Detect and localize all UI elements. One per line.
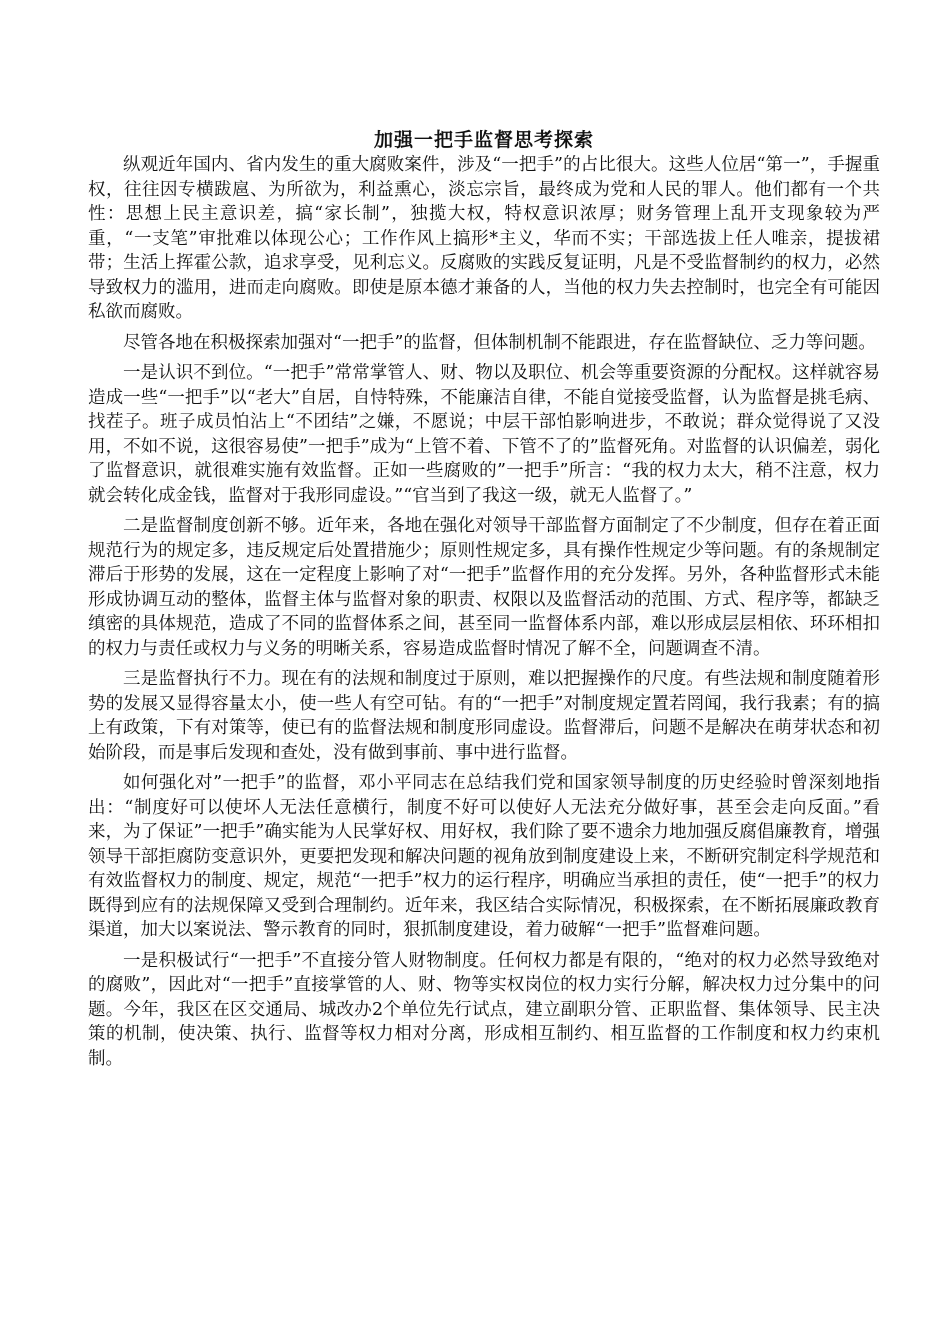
paragraph-measure-one: 一是积极试行“一把手”不直接分管人财物制度。任何权力都是有限的，“绝对的权力必然导致绝对的腐败”，因此对“一把手”直接掌管的人、财、物等实权岗位的权力实行分解，解决权力过分集中的问题。今年，我区在区交通局、城改办2个单位先行试点，建立副职分管、正职监督、集体领导、民主决策的机制，使决策、执行、监督等权力相对分离，形成相互制约、相互监督的工作制度和权力约束机制。 (88, 950, 880, 1069)
paragraph-problem-awareness: 一是认识不到位。“一把手”常常掌管人、财、物以及职位、机会等重要资源的分配权。这样就容易造成一些“一把手”以“老大”自居，自恃特殊，不能廉洁自律，不能自觉接受监督，认为监督是挑毛病、找茬子。班子成员怕沾上“不团结”之嫌，不愿说；中层干部怕影响进步，不敢说；群众觉得说了又没用，不如不说，这很容易使”一把手”成为“上管不着、下管不了的”监督死角。对监督的认识偏差，弱化了监督意识，就很难实施有效监督。正如一些腐败的”一把手”所言：“我的权力太大，稍不注意，权力就会转化成金钱，监督对于我形同虚设。”“官当到了我这一级，就无人监督了。” (88, 363, 880, 506)
paragraph-how-to-strengthen: 如何强化对”一把手”的监督，邓小平同志在总结我们党和国家领导制度的历史经验时曾深刻地指出：“制度好可以使坏人无法任意横行，制度不好可以使好人无法充分做好事，甚至会走向反面。”看来，为了保证”一把手”确实能为人民掌好权、用好权，我们除了要不遗余力地加强反腐倡廉教育，增强领导干部拒腐防变意识外，更要把发现和解决问题的视角放到制度建设上来，不断研究制定科学规范和有效监督权力的制度、规定，规范“一把手”权力的运行程序，明确应当承担的责任，使“一把手”的权力既得到应有的法规保障又受到合理制约。近年来，我区结合实际情况，积极探索，在不断拓展廉政教育渠道，加大以案说法、警示教育的同时，狠抓制度建设，着力破解“一把手”监督难问题。 (88, 773, 880, 940)
paragraph-problems-summary: 尽管各地在积极探索加强对“一把手”的监督，但体制机制不能跟进，存在监督缺位、乏力等问题。 (123, 332, 876, 353)
paragraph-intro: 纵观近年国内、省内发生的重大腐败案件，涉及“一把手”的占比很大。这些人位居“第一”，手握重权，往往因专横跋扈、为所欲为，利益熏心，淡忘宗旨，最终成为党和人民的罪人。他们都有一个共性：思想上民主意识差，搞“家长制”，独揽大权，特权意识浓厚；财务管理上乱开支现象较为严重，“一支笔”审批难以体现公心；工作作风上搞形*主义，华而不实；干部选拔上任人唯亲，提拔裙带；生活上挥霍公款，追求享受，见利忘义。反腐败的实践反复证明，凡是不受监督制约的权力，必然导致权力的滥用，进而走向腐败。即使是原本德才兼备的人，当他的权力失去控制时，也完全有可能因私欲而腐败。 (88, 155, 880, 322)
document-title: 加强一把手监督思考探索 (373, 129, 594, 151)
paragraph-problem-system-innovation: 二是监督制度创新不够。近年来，各地在强化对领导干部监督方面制定了不少制度，但存在着正面规范行为的规定多，违反规定后处置措施少；原则性规定多，具有操作性规定少等问题。有的条规制定滞后于形势的发展，这在一定程度上影响了对“一把手”监督作用的充分发挥。另外，各种监督形式未能形成协调互动的整体，监督主体与监督对象的职责、权限以及监督活动的范围、方式、程序等，都缺乏缜密的具体规范，造成了不同的监督体系之间，甚至同一监督体系内部，难以形成层层相依、环环相扣的权力与责任或权力与义务的明晰关系，容易造成监督时情况了解不全，问题调查不清。 (88, 516, 880, 659)
document-page (88, 128, 880, 1077)
paragraph-problem-execution: 三是监督执行不力。现在有的法规和制度过于原则，难以把握操作的尺度。有些法规和制度随着形势的发展又显得容量太小，使一些人有空可钻。有的“一把手”对制度规定置若罔闻，我行我素；有的搞上有政策，下有对策等，使已有的监督法规和制度形同虚设。监督滞后，问题不是解决在萌芽状态和初始阶段，而是事后发现和查处，没有做到事前、事中进行监督。 (88, 669, 880, 763)
